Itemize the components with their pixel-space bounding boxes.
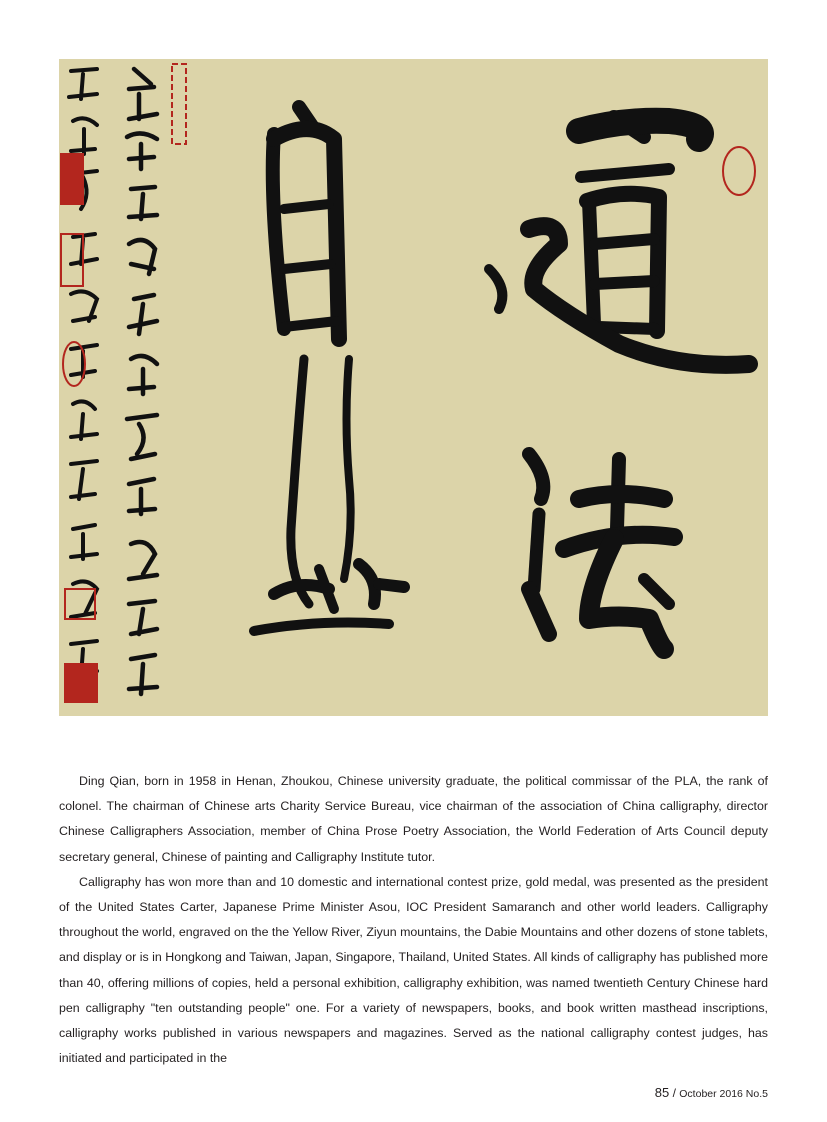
main-character-zi [273,107,339,339]
calligraphy-painting [59,59,768,716]
folio-separator: / [672,1086,676,1100]
page-footer [655,1085,768,1100]
main-character-dao [489,117,749,365]
paragraph: Calligraphy has won more than and 10 domestic and international contest prize, gold medal, was presented as the president of the United States Carter, Japanese Prime Minister Asou, IOC President Samaranch and other world leaders. Calligraphy throughout the world, engraved on the the Yellow River, Ziyun mountains, the Dabie Mountains and other dozens of stone tablets, and display or is in Hongkong and Taiwan, Japan, Singapore, Thailand, United States. All kinds of calligraphy has published more than 40, offering millions of copies, held a personal exhibition, calligraphy exhibition, was named twentieth Century Chinese hard pen calligraphy "ten outstanding people" one. For a variety of newspapers, books, and book written masthead inscriptions, calligraphy works published in various newspapers and magazines. Served as the national calligraphy contest judges, has initiated and participated in the [59,874,768,1066]
seal-main-right [723,147,755,195]
issue-label: October 2016 No.5 [679,1088,768,1100]
seal-stamps [61,64,755,702]
seal-top-narrow [172,64,186,144]
page-number: 85 [654,1085,670,1100]
seal-left-1 [61,154,83,204]
main-character-ran [254,359,404,631]
paragraph: Ding Qian, born in 1958 in Henan, Zhoukou, Chinese university graduate, the political commissar of the PLA, the rank of colonel. The chairman of Chinese arts Charity Service Bureau, vice chairman of the association of China calligraphy, director Chinese Calligraphers Association, member of China Prose Poetry Association, the World Federation of Arts Council deputy secretary general, Chinese of painting and Calligraphy Institute tutor. [59,774,768,864]
main-character-fa [529,454,674,649]
article-body [59,769,768,1071]
seal-bottom-2 [65,664,97,702]
calligraphy-artwork [59,59,768,716]
inscription-column-right [127,69,157,694]
